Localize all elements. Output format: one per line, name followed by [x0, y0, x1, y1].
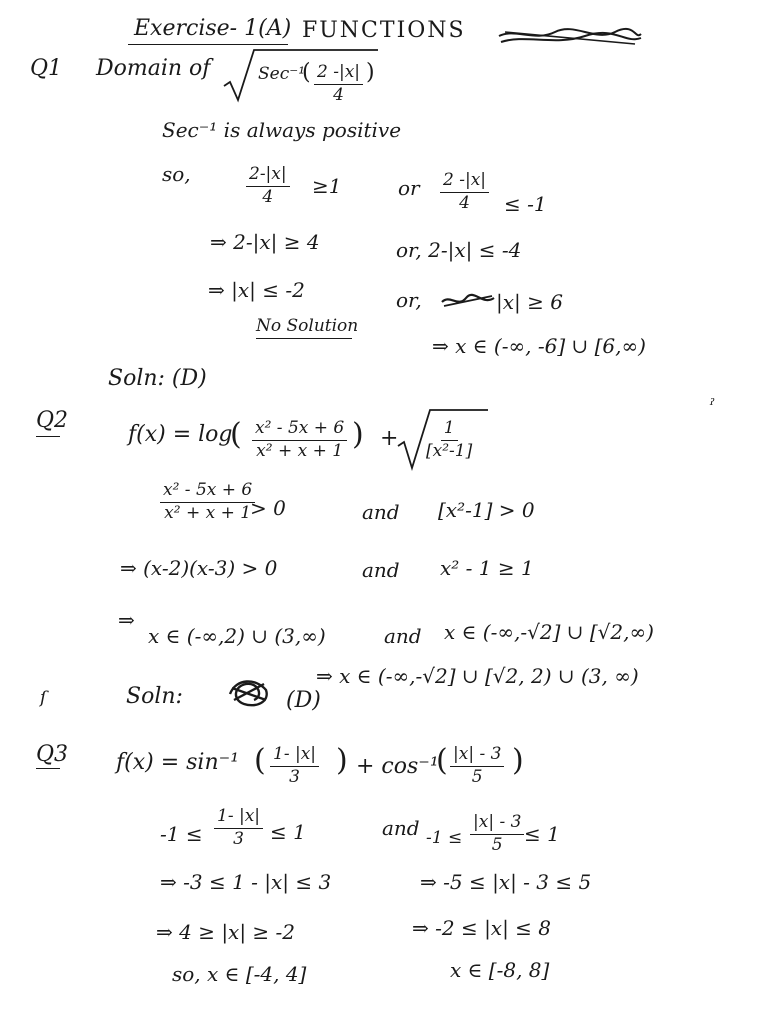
q2-and2: and [362, 558, 400, 582]
q3-acos-num: |x| - 3 [450, 746, 504, 767]
q2-step2-left: x ∈ (-∞,2) ∪ (3,∞) [148, 624, 326, 648]
q3-step2-right: ⇒ -2 ≤ |x| ≤ 8 [412, 916, 552, 940]
q2-sqrt-fraction [426, 420, 472, 461]
q2-func-prefix: f(x) = log [128, 422, 233, 447]
q3-and1: and [382, 816, 420, 840]
q3-acos-den: 5 [471, 766, 483, 787]
q3-cond1-den: 3 [233, 828, 244, 849]
q3-cond2-left: -1 ≤ [426, 828, 463, 848]
q1-step2-right-prefix: or, [396, 288, 422, 312]
q1-no-solution-underline [256, 338, 352, 339]
exercise-title: Exercise- 1(A) [134, 16, 292, 41]
q2-log-den: x² + x + 1 [256, 440, 344, 461]
q1-func-fraction [314, 64, 363, 105]
q3-step1-left: ⇒ -3 ≤ 1 - |x| ≤ 3 [160, 870, 332, 894]
q2-and1: and [362, 500, 400, 524]
q1-cond1-num: 2-|x| [246, 166, 290, 187]
q3-cond1-fraction [214, 808, 263, 849]
q3-acos-fraction [450, 746, 504, 787]
q1-strikethrough-scribble [440, 290, 496, 312]
q1-or: or [398, 176, 420, 200]
q1-step2-right: |x| ≥ 6 [496, 290, 563, 314]
q2-label: Q2 [36, 408, 69, 433]
q1-so: so, [162, 162, 191, 186]
crossed-out-scribble [495, 24, 645, 50]
q2-cond1-num: x² - 5x + 6 [160, 482, 255, 503]
q1-func-frac-den: 4 [333, 84, 344, 105]
q2-and3: and [384, 624, 422, 648]
q3-open-paren2: ( [436, 743, 448, 778]
q3-func-prefix: f(x) = sin⁻¹ [116, 750, 240, 775]
q3-asin-num: 1- |x| [270, 746, 319, 767]
q3-label: Q3 [36, 742, 69, 767]
q3-cond1-left: -1 ≤ [160, 822, 203, 846]
q1-label: Q1 [30, 56, 63, 81]
q3-close-paren2: ) [512, 743, 524, 778]
q2-cond1-rel: > 0 [250, 496, 286, 520]
q2-result: ⇒ x ∈ (-∞,-√2] ∪ [√2, 2) ∪ (3, ∞) [316, 664, 639, 688]
q3-cond2-num: |x| - 3 [470, 814, 524, 835]
q1-cond1-fraction [246, 166, 290, 207]
q3-label-underline [36, 768, 60, 769]
q2-plus: + [380, 426, 399, 451]
q1-func-close-paren: ) [366, 60, 375, 85]
q1-solution: Soln: (D) [108, 366, 207, 391]
q1-cond2-num: 2 -|x| [440, 172, 489, 193]
q3-step3-right: x ∈ [-8, 8] [450, 958, 550, 982]
q2-cond1-den: x² + x + 1 [164, 502, 252, 523]
title-underline [128, 44, 288, 45]
q2-sqrt-num: 1 [441, 420, 458, 441]
q1-func-open-paren: ( [302, 60, 311, 85]
q2-step2-right: x ∈ (-∞,-√2] ∪ [√2,∞) [444, 620, 654, 644]
q3-close-paren1: ) [336, 743, 348, 778]
q2-open-paren: ( [230, 417, 242, 452]
q1-step1-right: or, 2-|x| ≤ -4 [396, 238, 522, 262]
q2-step1-left: ⇒ (x-2)(x-3) > 0 [120, 556, 278, 580]
q1-cond1-rel: ≥1 [312, 174, 342, 198]
q1-result: ⇒ x ∈ (-∞, -6] ∪ [6,∞) [432, 334, 646, 358]
chapter-title: FUNCTIONS [302, 18, 466, 43]
stray-pen-mark: ſ [40, 688, 47, 708]
q1-func-frac-num: 2 -|x| [314, 64, 363, 85]
q3-func-mid: + cos⁻¹ [356, 754, 439, 779]
q2-cond2: [x²-1] > 0 [438, 498, 535, 522]
q2-answer: (D) [286, 688, 321, 713]
q2-log-num: x² - 5x + 6 [252, 420, 347, 441]
stray-pen-mark-2: ˀ [710, 396, 715, 416]
q2-sqrt-den: [x²-1] [426, 440, 473, 461]
q1-cond1-den: 4 [262, 186, 274, 207]
q1-cond2-rel: ≤ -1 [504, 192, 547, 216]
q3-cond2-right: ≤ 1 [524, 822, 560, 846]
q2-implies-arrow: ⇒ [118, 608, 135, 632]
q2-log-fraction [252, 420, 347, 461]
q3-asin-den: 3 [289, 766, 300, 787]
q1-step2-left: ⇒ |x| ≤ -2 [208, 278, 305, 302]
q3-step1-right: ⇒ -5 ≤ |x| - 3 ≤ 5 [420, 870, 592, 894]
q2-label-underline [36, 436, 60, 437]
q2-cond1-fraction [160, 482, 255, 523]
q1-func-prefix: Sec⁻¹ [258, 64, 306, 84]
q2-solution: Soln: [126, 684, 183, 709]
q3-step3-left: so, x ∈ [-4, 4] [172, 962, 307, 986]
q3-cond1-num: 1- |x| [214, 808, 263, 829]
q2-close-paren: ) [352, 417, 364, 452]
q3-cond2-den: 5 [491, 834, 503, 855]
q1-cond2-fraction [440, 172, 489, 213]
q1-prompt: Domain of [96, 56, 211, 81]
q1-no-solution: No Solution [256, 316, 359, 336]
q1-step1-left: ⇒ 2-|x| ≥ 4 [210, 230, 320, 254]
q3-step2-left: ⇒ 4 ≥ |x| ≥ -2 [156, 920, 296, 944]
q3-asin-fraction [270, 746, 319, 787]
q1-note: Sec⁻¹ is always positive [162, 118, 402, 142]
q3-cond1-right: ≤ 1 [270, 820, 306, 844]
q3-cond2-fraction [470, 814, 524, 855]
q2-step1-right: x² - 1 ≥ 1 [440, 556, 534, 580]
q1-cond2-den: 4 [459, 192, 470, 213]
q3-open-paren1: ( [254, 743, 266, 778]
q2-scribbled-mark [226, 676, 272, 710]
